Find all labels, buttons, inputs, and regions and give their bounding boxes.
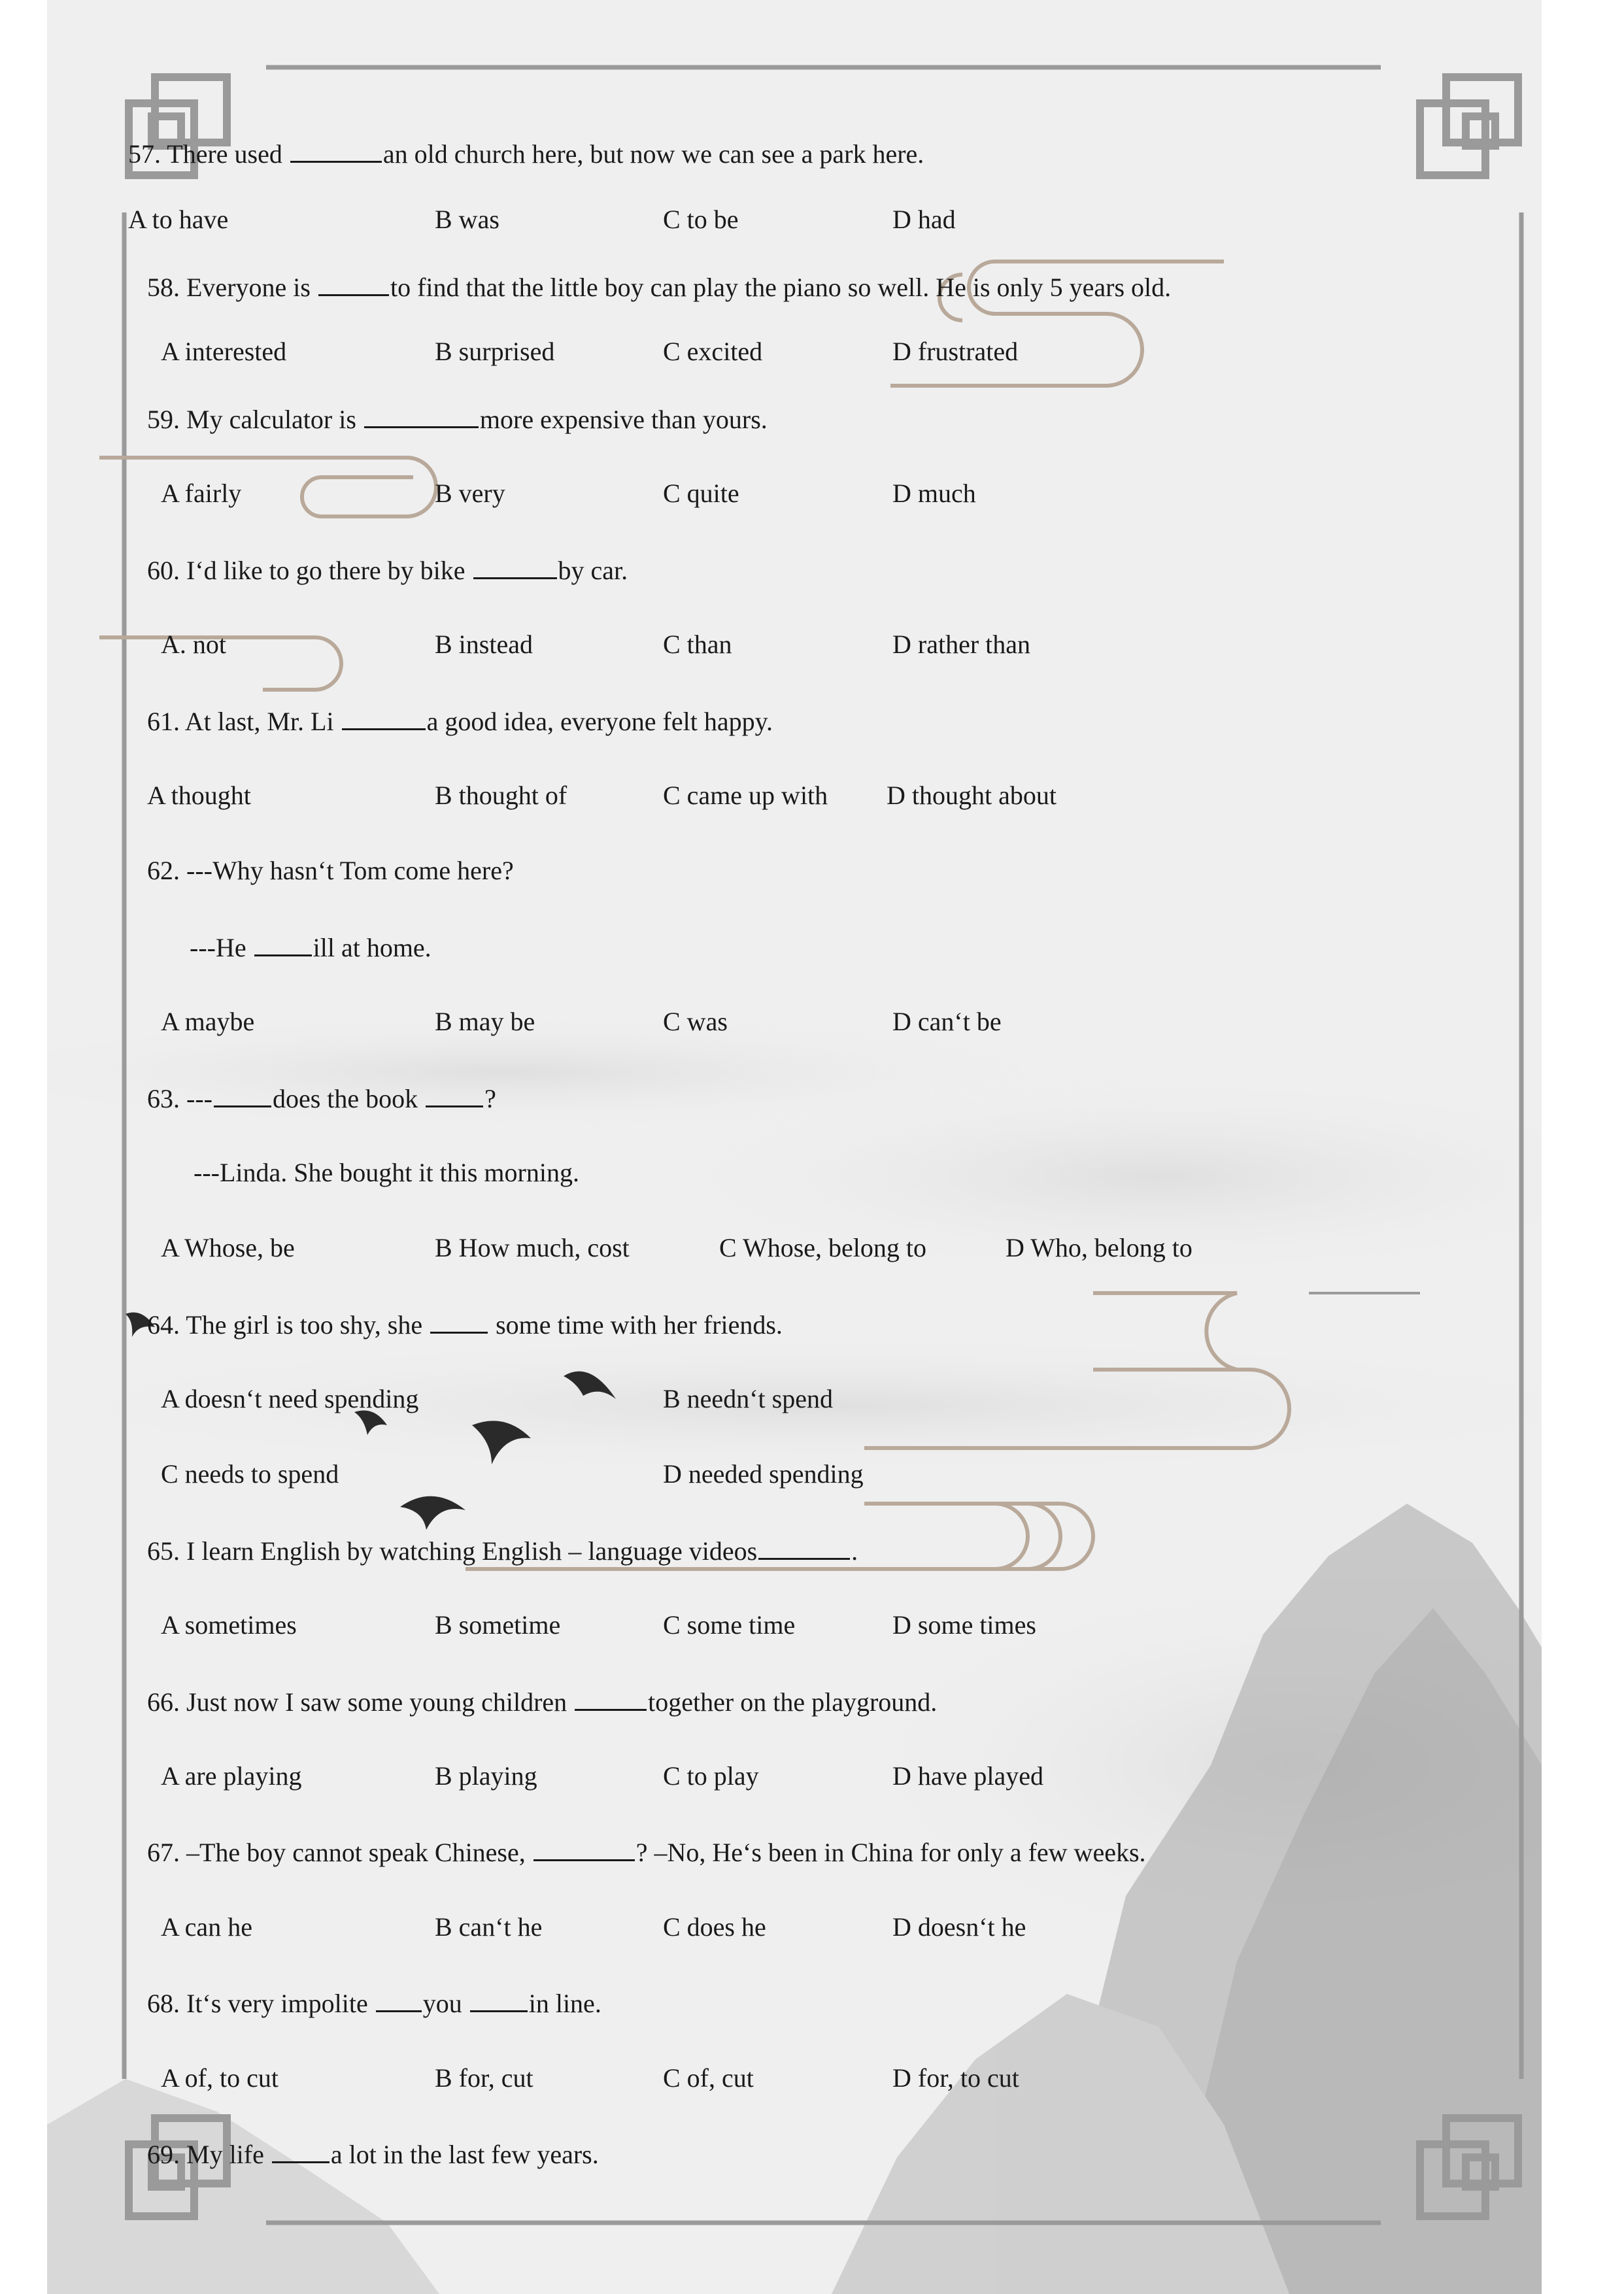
question-59-option-a: A fairly [161,479,242,508]
question-60-option-c: C than [663,630,732,659]
question-60-option-a: A. not [161,630,226,659]
question-59-option-b: B very [435,479,505,508]
question-67-option-b: B can‘t he [435,1912,543,1942]
question-58-stem: 58. Everyone is to find that the little boy can play the piano so well. He is only 5 years old. [147,271,1171,303]
question-63-option-a: A Whose, be [161,1233,295,1262]
question-62-stem: 62. ---Why hasn‘t Tom come here? [147,856,514,885]
answer-blank [272,2138,330,2163]
question-63-stem: 63. --- does the book ? [147,1082,496,1115]
question-66-option-b: B playing [435,1761,537,1791]
question-63-option-d: D Who, belong to [1006,1233,1193,1262]
answer-blank [214,1082,271,1107]
question-57-option-c: C to be [663,205,739,234]
question-60-stem: 60. I‘d like to go there by bike by car. [147,554,628,586]
question-58-option-a: A interested [161,337,287,366]
question-57-stem: 57. There used an old church here, but now we can see a park here. [128,137,924,170]
question-64-option-c: C needs to spend [161,1459,339,1489]
question-67-option-d: D doesn‘t he [892,1912,1026,1942]
question-68-option-c: C of, cut [663,2063,754,2093]
question-62-reply: ---He ill at home. [190,931,431,964]
question-63-reply: ---Linda. She bought it this morning. [194,1158,579,1187]
answer-blank [318,271,389,296]
question-61-option-b: B thought of [435,781,567,810]
question-68-option-b: B for, cut [435,2063,533,2093]
answer-blank [342,705,426,730]
answer-blank [473,554,557,579]
question-63-option-c: C Whose, belong to [719,1233,927,1262]
question-68-option-d: D for, to cut [892,2063,1019,2093]
question-62-option-d: D can‘t be [892,1007,1002,1036]
answer-blank [533,1836,635,1861]
question-60-option-b: B instead [435,630,533,659]
question-65-option-b: B sometime [435,1610,561,1640]
question-68-option-a: A of, to cut [161,2063,279,2093]
question-64-option-a: A doesn‘t need spending [161,1384,419,1413]
question-60-option-d: D rather than [892,630,1031,659]
question-62-option-b: B may be [435,1007,535,1036]
question-69-stem: 69. My life a lot in the last few years. [147,2138,599,2170]
question-58-option-b: B surprised [435,337,555,366]
question-62-option-a: A maybe [161,1007,255,1036]
question-59-stem: 59. My calculator is more expensive than yours. [147,403,768,435]
answer-blank [290,137,382,163]
question-67-option-a: A can he [161,1912,252,1942]
question-65-stem: 65. I learn English by watching English – language videos . [147,1534,858,1567]
question-61-option-a: A thought [147,781,251,810]
question-59-option-d: D much [892,479,976,508]
answer-blank [254,931,312,956]
question-65-option-a: A sometimes [161,1610,297,1640]
answer-blank [430,1308,488,1334]
question-58-option-c: C excited [663,337,763,366]
question-62-option-c: C was [663,1007,728,1036]
question-65-option-d: D some times [892,1610,1036,1640]
question-64-option-b: B needn‘t spend [663,1384,833,1413]
question-63-option-b: B How much, cost [435,1233,630,1262]
question-57-option-a: A to have [128,205,229,234]
question-66-option-d: D have played [892,1761,1044,1791]
answer-blank [575,1685,647,1711]
question-58-option-d: D frustrated [892,337,1019,366]
answer-blank [758,1534,850,1560]
question-66-option-a: A are playing [161,1761,302,1791]
question-67-stem: 67. –The boy cannot speak Chinese, ? –No, He‘s been in China for only a few weeks. [147,1836,1146,1868]
question-66-option-c: C to play [663,1761,759,1791]
answer-blank [364,403,479,428]
question-64-stem: 64. The girl is too shy, she some time with her friends. [147,1308,783,1341]
question-57-option-d: D had [892,205,956,234]
question-67-option-c: C does he [663,1912,766,1942]
question-61-option-d: D thought about [887,781,1057,810]
question-65-option-c: C some time [663,1610,796,1640]
question-57-option-b: B was [435,205,499,234]
question-59-option-c: C quite [663,479,739,508]
question-68-stem: 68. It‘s very impolite you in line. [147,1987,601,2019]
question-66-stem: 66. Just now I saw some young children together on the playground. [147,1685,937,1718]
answer-blank [470,1987,528,2012]
answer-blank [426,1082,483,1107]
question-61-stem: 61. At last, Mr. Li a good idea, everyone felt happy. [147,705,773,737]
question-61-option-c: C came up with [663,781,828,810]
answer-blank [376,1987,422,2012]
question-64-option-d: D needed spending [663,1459,864,1489]
